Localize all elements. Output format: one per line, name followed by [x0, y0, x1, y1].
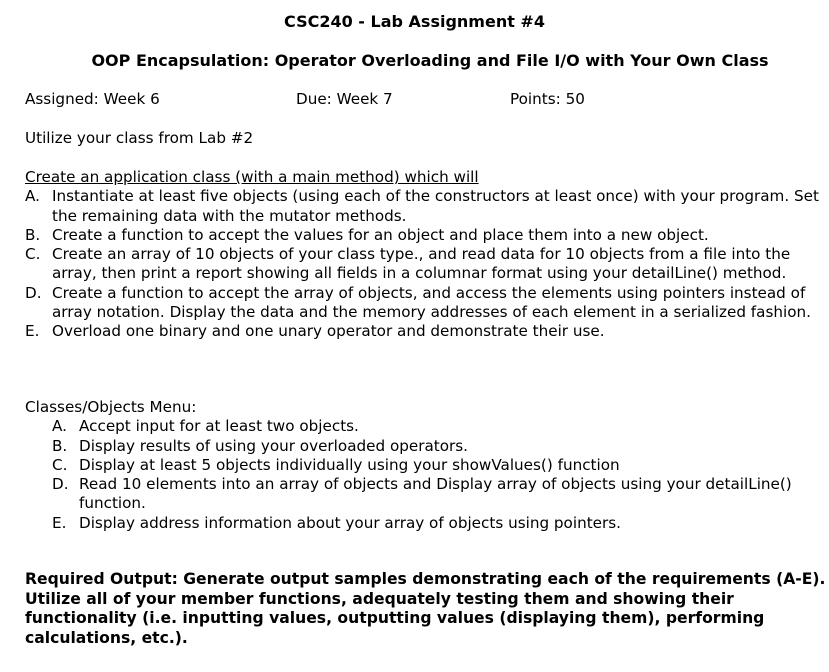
list-marker: D. — [25, 283, 42, 302]
document-subtitle: OOP Encapsulation: Operator Overloading and File I/O with Your Own Class — [91, 51, 769, 70]
due-label: Due: Week 7 — [296, 90, 393, 108]
list-item-text: Display address information about your array of objects using pointers. — [79, 513, 621, 532]
list-marker: B. — [25, 225, 41, 244]
list-item — [25, 245, 829, 284]
list-item-text: Accept input for at least two objects. — [79, 417, 359, 436]
list-item-text: Read 10 elements into an array of objects and Display array of objects using your detailLine() function. — [79, 475, 792, 513]
list-item — [52, 514, 805, 533]
menu-items-list — [52, 417, 805, 533]
list-marker: E. — [52, 513, 67, 532]
list-item — [52, 417, 805, 436]
list-item — [52, 475, 805, 514]
menu-section — [25, 398, 805, 533]
list-item — [25, 284, 829, 323]
menu-heading: Classes/Objects Menu: — [25, 398, 197, 416]
list-marker: A. — [52, 417, 67, 436]
assigned-label: Assigned: Week 6 — [25, 90, 160, 108]
list-marker: B. — [52, 436, 68, 455]
application-section — [25, 168, 829, 342]
list-marker: C. — [52, 455, 68, 474]
list-marker: E. — [25, 322, 40, 341]
list-marker: D. — [52, 475, 69, 494]
list-item — [25, 322, 829, 341]
required-output: Required Output: Generate output samples demonstrating each of the requirements (A-E). Utilize all of your member functions, adequately testing them and showing their functionality (i.e. inputting values, outputting values (displaying them), performing calculations, etc.). — [25, 570, 826, 647]
list-item-text: Overload one binary and one unary operator and demonstrate their use. — [52, 322, 605, 341]
application-requirements-list — [25, 187, 829, 341]
list-item-text: Display at least 5 objects individually using your showValues() function — [79, 455, 620, 474]
list-item — [52, 456, 805, 475]
points-label: Points: 50 — [510, 90, 585, 108]
list-item — [52, 437, 805, 456]
list-item-text: Create a function to accept the values for an object and place them into a new object. — [52, 225, 709, 244]
list-item — [25, 226, 829, 245]
list-item-text: Display results of using your overloaded operators. — [79, 436, 469, 455]
list-item — [25, 187, 829, 226]
assignment-meta — [25, 90, 825, 110]
utilize-note: Utilize your class from Lab #2 — [25, 129, 254, 147]
document-title: CSC240 - Lab Assignment #4 — [284, 12, 545, 31]
application-heading: Create an application class (with a main method) which will — [25, 168, 479, 186]
list-marker: A. — [25, 187, 40, 206]
list-item-text: Create a function to accept the array of objects, and access the elements using pointers instead of array notation. Display the data and the memory addresses of each element in a serialized fashion. — [52, 283, 811, 322]
list-item-text: Create an array of 10 objects of your class type., and read data for 10 objects from a file into the array, then print a report showing all fields in a columnar format using your detailLine() method. — [52, 245, 791, 283]
list-item-text: Instantiate at least five objects (using each of the constructors at least once) with your program. Set the remaining data with the mutator methods. — [52, 187, 819, 225]
list-marker: C. — [25, 245, 41, 264]
